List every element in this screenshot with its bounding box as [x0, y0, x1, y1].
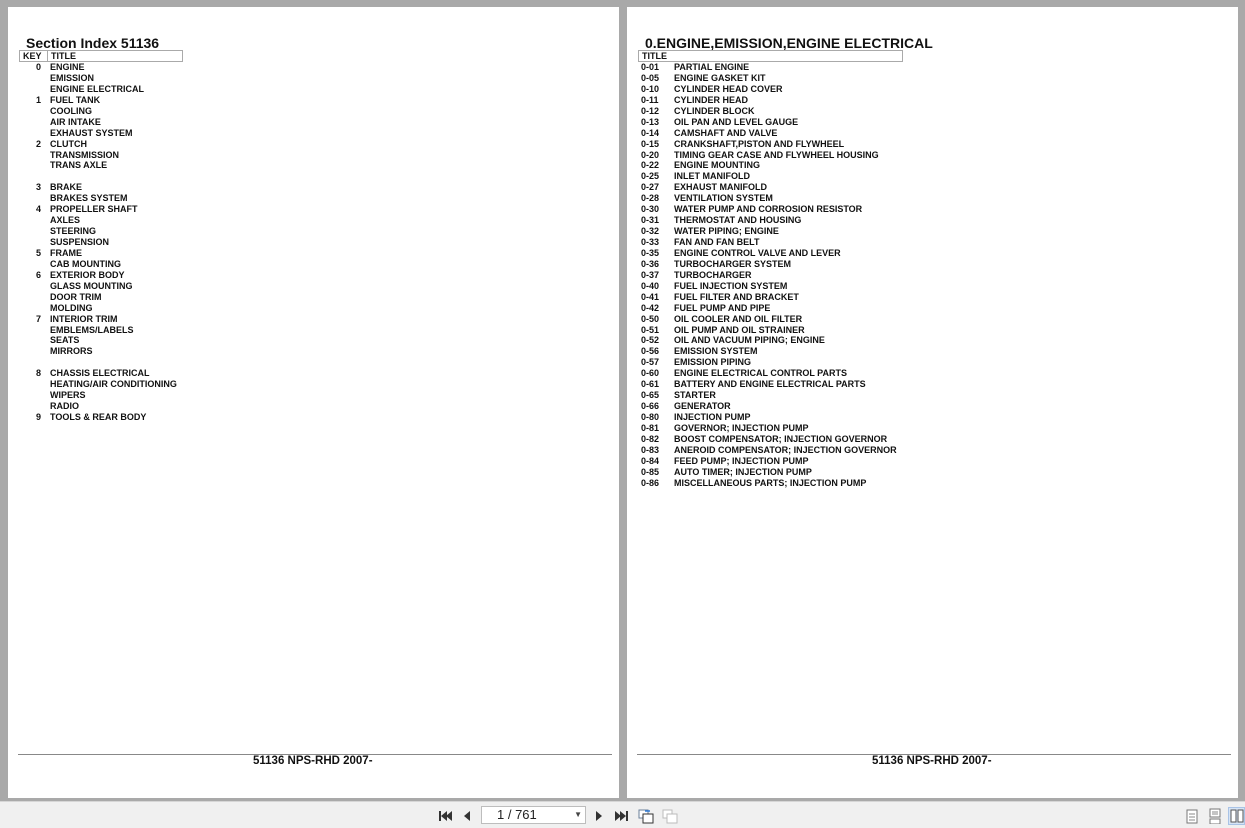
list-item: [627, 150, 1027, 161]
group-title: TURBOCHARGER: [674, 269, 752, 280]
previous-view-icon: [638, 808, 654, 824]
list-item: [8, 270, 308, 281]
list-item: [8, 215, 308, 226]
group-title: CYLINDER HEAD COVER: [674, 83, 783, 94]
group-code: 0-40: [641, 280, 660, 291]
section-title: ENGINE: [50, 62, 85, 72]
list-item: [627, 248, 1027, 259]
section-index-list: [8, 62, 308, 423]
list-item: [627, 95, 1027, 106]
group-title: ENGINE ELECTRICAL CONTROL PARTS: [674, 368, 848, 379]
header-title: TITLE: [51, 51, 76, 61]
group-code: 0-31: [641, 215, 660, 226]
group-code: 0-56: [641, 346, 660, 357]
section-title: MIRRORS: [50, 346, 93, 357]
group-index-list: [627, 62, 1027, 489]
group-title: FUEL INJECTION SYSTEM: [674, 280, 788, 291]
section-title: FUEL TANK: [50, 94, 101, 105]
section-title: CLUTCH: [50, 138, 87, 149]
list-item: [8, 325, 308, 336]
group-code: 0-30: [641, 204, 660, 215]
list-item: [8, 171, 308, 182]
section-title: MOLDING: [50, 302, 93, 313]
group-code: 0-52: [641, 335, 660, 346]
list-item: [8, 160, 308, 171]
two-page-icon: [1230, 809, 1244, 823]
group-title: GENERATOR: [674, 401, 731, 412]
section-key: 1: [36, 94, 42, 105]
section-title: BRAKES SYSTEM: [50, 193, 128, 204]
list-item: [8, 368, 308, 379]
group-title: INJECTION PUMP: [674, 412, 751, 422]
section-title: EMISSION: [50, 72, 95, 83]
group-code: 0-12: [641, 105, 660, 116]
group-title: MISCELLANEOUS PARTS; INJECTION PUMP: [674, 477, 867, 488]
group-code: 0-51: [641, 324, 660, 335]
list-item: [8, 193, 308, 204]
group-title: FAN AND FAN BELT: [674, 237, 760, 247]
section-key: 4: [36, 204, 42, 215]
list-item: [627, 335, 1027, 346]
group-code: 0-83: [641, 444, 660, 455]
group-code: 0-82: [641, 433, 660, 444]
header-divider: [47, 51, 48, 61]
list-item: [8, 182, 308, 193]
group-title: OIL PUMP AND OIL STRAINER: [674, 324, 805, 335]
list-item: [627, 204, 1027, 215]
group-code: 0-85: [641, 466, 660, 477]
group-code: 0-41: [641, 291, 660, 302]
section-title: TRANSMISSION: [50, 149, 120, 160]
list-item: [8, 259, 308, 270]
group-title: BATTERY AND ENGINE ELECTRICAL PARTS: [674, 379, 866, 390]
group-title: GOVERNOR; INJECTION PUMP: [674, 422, 809, 433]
page-indicator: 1 / 761: [497, 807, 537, 822]
group-code: 0-60: [641, 368, 660, 379]
last-page-button[interactable]: [613, 807, 631, 825]
list-item: [627, 106, 1027, 117]
list-item: [8, 401, 308, 412]
list-item: [627, 379, 1027, 390]
section-key: 0: [36, 62, 42, 72]
page-footer: 51136 NPS-RHD 2007-: [872, 755, 992, 767]
section-title: GLASS MOUNTING: [50, 280, 133, 291]
section-title: WIPERS: [50, 390, 86, 401]
group-title: EXHAUST MANIFOLD: [674, 182, 767, 193]
list-item: [627, 401, 1027, 412]
list-item: [8, 303, 308, 314]
group-title: FUEL PUMP AND PIPE: [674, 302, 771, 313]
list-item: [8, 128, 308, 139]
group-title: EMISSION PIPING: [674, 357, 752, 368]
next-view-button[interactable]: [661, 807, 679, 825]
group-code: 0-20: [641, 149, 660, 160]
list-item: [627, 478, 1027, 489]
section-title: HEATING/AIR CONDITIONING: [50, 379, 177, 390]
section-key: 8: [36, 368, 42, 379]
first-page-icon: [438, 810, 452, 822]
list-item: [627, 237, 1027, 248]
group-title: AUTO TIMER; INJECTION PUMP: [674, 466, 812, 477]
section-title: EMBLEMS/LABELS: [50, 324, 134, 335]
list-item: [627, 139, 1027, 150]
list-item: [8, 346, 308, 357]
group-code: 0-84: [641, 455, 660, 466]
group-code: 0-33: [641, 237, 660, 247]
section-title: AIR INTAKE: [50, 116, 101, 127]
list-item: [627, 346, 1027, 357]
list-item: [627, 412, 1027, 423]
group-code: 0-35: [641, 247, 660, 258]
list-item: [627, 117, 1027, 128]
group-code: 0-10: [641, 83, 660, 94]
list-item: [8, 379, 308, 390]
group-title: OIL COOLER AND OIL FILTER: [674, 313, 803, 324]
group-title: OIL AND VACUUM PIPING; ENGINE: [674, 335, 825, 346]
group-code: 0-42: [641, 302, 660, 313]
group-title: WATER PUMP AND CORROSION RESISTOR: [674, 204, 863, 215]
group-code: 0-25: [641, 171, 660, 182]
group-code: 0-57: [641, 357, 660, 368]
group-title: FEED PUMP; INJECTION PUMP: [674, 455, 809, 466]
list-item: [627, 434, 1027, 445]
first-page-button[interactable]: [436, 807, 454, 825]
list-item: [8, 335, 308, 346]
list-item: [627, 259, 1027, 270]
single-page-icon: [1186, 809, 1198, 824]
navigation-toolbar: [0, 801, 1245, 828]
section-key: 7: [36, 313, 42, 324]
section-title: AXLES: [50, 215, 81, 226]
page-right: [627, 7, 1238, 798]
group-title: TURBOCHARGER SYSTEM: [674, 258, 792, 269]
list-item: [627, 423, 1027, 434]
table-header: [19, 50, 183, 62]
group-code: 0-22: [641, 160, 660, 171]
group-title: ENGINE MOUNTING: [674, 160, 761, 171]
list-item: [627, 226, 1027, 237]
section-title: PROPELLER SHAFT: [50, 204, 138, 215]
list-item: [627, 281, 1027, 292]
list-item: [8, 390, 308, 401]
list-item: [627, 357, 1027, 368]
group-code: 0-15: [641, 138, 660, 149]
group-code: 0-50: [641, 313, 660, 324]
page-left: [8, 7, 619, 798]
group-title: WATER PIPING; ENGINE: [674, 226, 779, 237]
group-title: FUEL FILTER AND BRACKET: [674, 291, 799, 302]
list-item: [627, 215, 1027, 226]
list-item: [627, 456, 1027, 467]
list-item: [8, 357, 308, 368]
page-title: 0.ENGINE,EMISSION,ENGINE ELECTRICAL: [645, 35, 933, 51]
list-item: [627, 171, 1027, 182]
group-title: VENTILATION SYSTEM: [674, 193, 773, 204]
list-item: [8, 226, 308, 237]
section-title: ENGINE ELECTRICAL: [50, 83, 145, 94]
header-key: KEY: [23, 51, 42, 61]
list-item: [627, 160, 1027, 171]
group-code: 0-32: [641, 226, 660, 237]
two-page-view-button[interactable]: [1228, 807, 1245, 825]
list-item: [627, 303, 1027, 314]
previous-view-button[interactable]: [637, 807, 655, 825]
group-code: 0-65: [641, 390, 660, 401]
group-title: STARTER: [674, 390, 716, 401]
next-view-icon: [662, 808, 678, 824]
list-item: [627, 270, 1027, 281]
group-code: 0-13: [641, 116, 660, 127]
section-title: RADIO: [50, 401, 79, 412]
list-item: [627, 84, 1027, 95]
group-code: 0-66: [641, 401, 660, 412]
list-item: [8, 248, 308, 259]
chevron-down-icon[interactable]: ▼: [574, 810, 582, 819]
group-title: CYLINDER BLOCK: [674, 105, 755, 116]
group-code: 0-05: [641, 72, 660, 83]
group-code: 0-27: [641, 182, 660, 193]
section-title: COOLING: [50, 105, 92, 116]
list-item: [627, 292, 1027, 303]
list-item: [8, 117, 308, 128]
section-title: TOOLS & REAR BODY: [50, 412, 147, 422]
section-title: TRANS AXLE: [50, 160, 108, 171]
last-page-icon: [615, 810, 629, 822]
list-item: [8, 62, 308, 73]
section-key: 6: [36, 269, 42, 280]
section-title: EXHAUST SYSTEM: [50, 127, 133, 138]
section-key: 5: [36, 247, 42, 258]
list-item: [8, 84, 308, 95]
group-code: 0-81: [641, 422, 660, 433]
group-code: 0-37: [641, 269, 660, 280]
list-item: [8, 95, 308, 106]
section-key: 9: [36, 412, 42, 422]
group-title: INLET MANIFOLD: [674, 171, 750, 182]
list-item: [627, 445, 1027, 456]
group-title: BOOST COMPENSATOR; INJECTION GOVERNOR: [674, 433, 888, 444]
list-item: [627, 467, 1027, 478]
group-title: ENGINE GASKET KIT: [674, 72, 766, 83]
group-title: PARTIAL ENGINE: [674, 62, 750, 72]
list-item: [8, 204, 308, 215]
group-title: EMISSION SYSTEM: [674, 346, 758, 357]
list-item: [627, 325, 1027, 336]
group-code: 0-01: [641, 62, 660, 72]
previous-page-icon: [462, 810, 472, 822]
group-title: TIMING GEAR CASE AND FLYWHEEL HOUSING: [674, 149, 879, 160]
group-title: CYLINDER HEAD: [674, 94, 749, 105]
list-item: [627, 73, 1027, 84]
header-title: TITLE: [642, 51, 667, 61]
list-item: [8, 139, 308, 150]
group-code: 0-61: [641, 379, 660, 390]
table-header: [638, 50, 903, 62]
section-key: 3: [36, 182, 42, 193]
continuous-page-icon: [1209, 808, 1221, 824]
list-item: [8, 73, 308, 84]
list-item: [627, 182, 1027, 193]
group-title: OIL PAN AND LEVEL GAUGE: [674, 116, 799, 127]
section-title: SUSPENSION: [50, 237, 110, 247]
list-item: [8, 281, 308, 292]
section-title: EXTERIOR BODY: [50, 269, 125, 280]
list-item: [627, 314, 1027, 325]
next-page-icon: [594, 810, 604, 822]
section-title: FRAME: [50, 247, 82, 258]
list-item: [627, 128, 1027, 139]
group-title: CRANKSHAFT,PISTON AND FLYWHEEL: [674, 138, 845, 149]
group-title: THERMOSTAT AND HOUSING: [674, 215, 802, 226]
continuous-view-button[interactable]: [1206, 807, 1224, 825]
group-title: CAMSHAFT AND VALVE: [674, 127, 778, 138]
group-code: 0-36: [641, 258, 660, 269]
list-item: [627, 368, 1027, 379]
list-item: [8, 412, 308, 423]
group-code: 0-11: [641, 94, 659, 105]
list-item: [8, 292, 308, 303]
section-title: CHASSIS ELECTRICAL: [50, 368, 150, 379]
next-page-button[interactable]: [590, 807, 608, 825]
section-key: 2: [36, 138, 42, 149]
previous-page-button[interactable]: [458, 807, 476, 825]
group-code: 0-14: [641, 127, 660, 138]
list-item: [627, 390, 1027, 401]
group-code: 0-86: [641, 477, 660, 488]
page-number-input[interactable]: [481, 806, 586, 824]
group-title: ANEROID COMPENSATOR; INJECTION GOVERNOR: [674, 444, 897, 455]
section-title: SEATS: [50, 335, 80, 346]
list-item: [8, 237, 308, 248]
section-title: STEERING: [50, 226, 97, 237]
page-title: Section Index 51136: [26, 35, 160, 51]
list-item: [627, 62, 1027, 73]
section-title: DOOR TRIM: [50, 291, 102, 302]
list-item: [8, 150, 308, 161]
list-item: [627, 193, 1027, 204]
group-code: 0-80: [641, 412, 660, 422]
single-page-view-button[interactable]: [1183, 807, 1201, 825]
group-title: ENGINE CONTROL VALVE AND LEVER: [674, 247, 841, 258]
section-title: CAB MOUNTING: [50, 258, 121, 269]
list-item: [8, 106, 308, 117]
section-title: INTERIOR TRIM: [50, 313, 118, 324]
group-code: 0-28: [641, 193, 660, 204]
page-footer: 51136 NPS-RHD 2007-: [253, 755, 373, 767]
list-item: [8, 314, 308, 325]
section-title: BRAKE: [50, 182, 83, 193]
